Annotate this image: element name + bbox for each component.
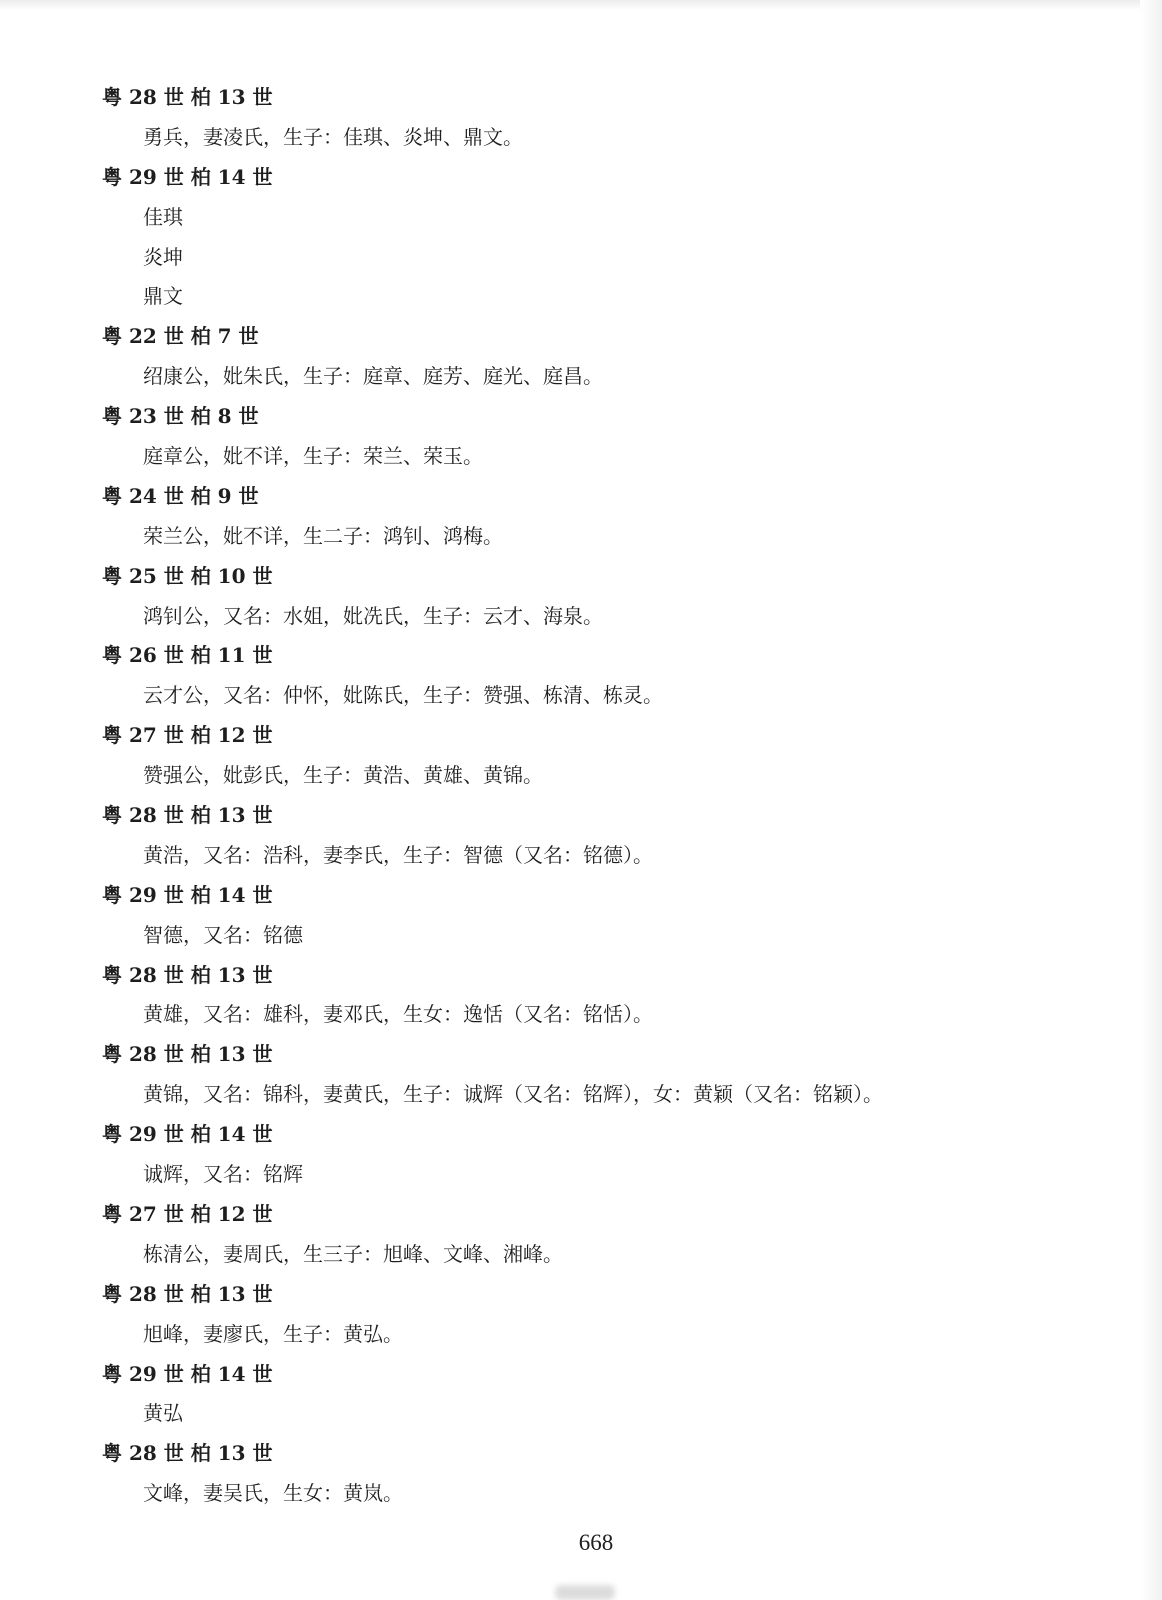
genealogy-entry xyxy=(0,956,1162,1036)
generation-heading: 粤 25 世 柏 10 世 xyxy=(102,563,273,588)
entry-text-line: 鸿钊公，又名：水姐，妣冼氏，生子：云才、海泉。 xyxy=(143,603,603,628)
generation-heading: 粤 24 世 柏 9 世 xyxy=(102,483,259,508)
entry-text-line: 赞强公，妣彭氏，生子：黄浩、黄雄、黄锦。 xyxy=(143,763,543,788)
genealogy-entry xyxy=(0,1035,1162,1115)
genealogy-entry xyxy=(0,158,1162,318)
generation-heading: 粤 29 世 柏 14 世 xyxy=(102,882,273,907)
generation-heading: 粤 27 世 柏 12 世 xyxy=(102,1201,273,1226)
genealogy-entry xyxy=(0,1355,1162,1435)
generation-heading: 粤 29 世 柏 14 世 xyxy=(102,164,273,189)
entry-text-line: 鼎文 xyxy=(143,284,183,309)
entry-text-line: 佳琪 xyxy=(143,204,183,229)
genealogy-entry xyxy=(0,1195,1162,1275)
generation-heading: 粤 28 世 柏 13 世 xyxy=(102,1281,273,1306)
genealogy-entry xyxy=(0,477,1162,557)
genealogy-entry xyxy=(0,796,1162,876)
generation-heading: 粤 22 世 柏 7 世 xyxy=(102,324,259,349)
entry-text-line: 荣兰公，妣不详，生二子：鸿钊、鸿梅。 xyxy=(143,523,503,548)
genealogy-entries xyxy=(0,78,1162,1514)
scan-bottom-mark xyxy=(555,1585,615,1600)
genealogy-entry xyxy=(0,876,1162,956)
entry-text-line: 炎坤 xyxy=(143,244,183,269)
generation-heading: 粤 28 世 柏 13 世 xyxy=(102,1042,273,1067)
generation-heading: 粤 29 世 柏 14 世 xyxy=(102,1122,273,1147)
entry-text-line: 勇兵，妻凌氏，生子：佳琪、炎坤、鼎文。 xyxy=(143,124,523,149)
entry-text-line: 文峰，妻吴氏，生女：黄岚。 xyxy=(143,1481,403,1506)
entry-text-line: 绍康公，妣朱氏，生子：庭章、庭芳、庭光、庭昌。 xyxy=(143,364,603,389)
entry-text-line: 栋清公，妻周氏，生三子：旭峰、文峰、湘峰。 xyxy=(143,1241,563,1266)
genealogy-entry xyxy=(0,317,1162,397)
genealogy-entry xyxy=(0,716,1162,796)
page-number: 668 xyxy=(578,1530,614,1555)
genealogy-entry xyxy=(0,397,1162,477)
generation-heading: 粤 26 世 柏 11 世 xyxy=(102,643,273,668)
generation-heading: 粤 28 世 柏 13 世 xyxy=(102,85,273,109)
genealogy-entry xyxy=(0,636,1162,716)
generation-heading: 粤 23 世 柏 8 世 xyxy=(102,404,259,429)
genealogy-entry xyxy=(0,1434,1162,1514)
generation-heading: 粤 27 世 柏 12 世 xyxy=(102,723,273,748)
entry-text-line: 诚辉，又名：铭辉 xyxy=(143,1162,303,1187)
entry-text-line: 黄锦，又名：锦科，妻黄氏，生子：诚辉（又名：铭辉），女：黄颖（又名：铭颖）。 xyxy=(143,1082,883,1107)
entry-text-line: 庭章公，妣不详，生子：荣兰、荣玉。 xyxy=(143,444,483,469)
entry-text-line: 旭峰，妻廖氏，生子：黄弘。 xyxy=(143,1321,403,1346)
genealogy-entry xyxy=(0,1115,1162,1195)
entry-text-line: 黄浩，又名：浩科，妻李氏，生子：智德（又名：铭德）。 xyxy=(143,842,653,867)
entry-text-line: 黄弘 xyxy=(143,1401,183,1426)
scan-top-shadow xyxy=(0,0,1162,10)
genealogy-entry xyxy=(0,1275,1162,1355)
generation-heading: 粤 29 世 柏 14 世 xyxy=(102,1361,273,1386)
entry-text-line: 云才公，又名：仲怀，妣陈氏，生子：赞强、栋清、栋灵。 xyxy=(143,683,663,708)
entry-text-line: 黄雄，又名：雄科，妻邓氏，生女：逸恬（又名：铭恬）。 xyxy=(143,1002,653,1027)
generation-heading: 粤 28 世 柏 13 世 xyxy=(102,803,273,828)
entry-text-line: 智德，又名：铭德 xyxy=(143,922,303,947)
genealogy-entry xyxy=(0,557,1162,637)
generation-heading: 粤 28 世 柏 13 世 xyxy=(102,962,273,987)
genealogy-entry xyxy=(0,78,1162,158)
generation-heading: 粤 28 世 柏 13 世 xyxy=(102,1441,273,1466)
